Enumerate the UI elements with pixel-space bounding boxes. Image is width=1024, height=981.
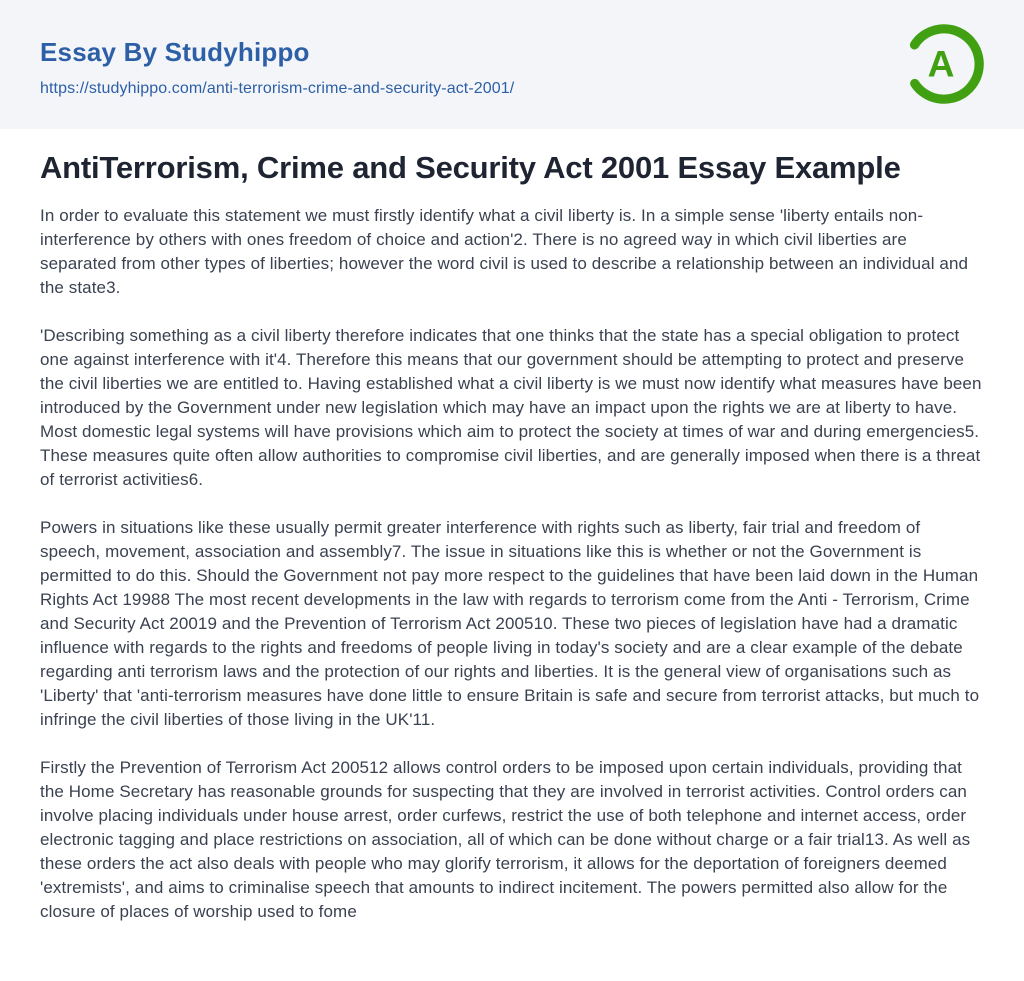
essay-content [0,129,1024,924]
essay-paragraph: 'Describing something as a civil liberty therefore indicates that one thinks that the state has a special obligation to protect one against interference with it'4. Therefore this means that our government should be attempting to protect and preserve the civil liberties we are entitled to. Having established what a civil liberty is we must now identify what measures have been introduced by the Government under new legislation which may have an impact upon the rights we are at liberty to have. Most domestic legal systems will have provisions which aim to protect the society at times of war and during emergencies5. These measures quite often allow authorities to compromise civil liberties, and are generally imposed when there is a threat of terrorist activities6. [40,326,982,489]
studyhippo-logo [902,18,986,110]
essay-title: AntiTerrorism, Crime and Security Act 2001 Essay Example [40,150,901,185]
site-title: Essay By Studyhippo [40,37,310,67]
header-text-block [40,38,514,98]
logo-letter: A [927,42,955,85]
page-header [0,0,1024,129]
source-url-link[interactable]: https://studyhippo.com/anti-terrorism-crime-and-security-act-2001/ [40,79,515,97]
essay-paragraph: Powers in situations like these usually permit greater interference with rights such as liberty, fair trial and freedom of speech, movement, association and assembly7. The issue in situations like this is whether or not the Government is permitted to do this. Should the Government not pay more respect to the guidelines that have been laid down in the Human Rights Act 19988 The most recent developments in the law with regards to terrorism come from the Anti - Terrorism, Crime and Security Act 20019 and the Prevention of Terrorism Act 200510. These two pieces of legislation have had a dramatic influence with regards to the rights and freedoms of people living in today's society and are a clear example of the debate regarding anti terrorism laws and the protection of our rights and liberties. It is the general view of organisations such as 'Liberty' that 'anti-terrorism measures have done little to ensure Britain is safe and secure from terrorist attacks, but much to infringe the civil liberties of those living in the UK'11. [40,518,980,729]
essay-paragraph: Firstly the Prevention of Terrorism Act 200512 allows control orders to be imposed upon certain individuals, providing that the Home Secretary has reasonable grounds for suspecting that they are involved in terrorist activities. Control orders can involve placing individuals under house arrest, order curfews, restrict the use of both telephone and internet access, order electronic tagging and place restrictions on association, all of which can be done without charge or a fair trial13. As well as these orders the act also deals with people who may glorify terrorism, it allows for the deportation of foreigners deemed 'extremists', and aims to criminalise speech that amounts to indirect incitement. The powers permitted also allow for the closure of places of worship used to fome [40,758,971,921]
essay-body [40,204,984,924]
essay-paragraph: In order to evaluate this statement we must firstly identify what a civil liberty is. In a simple sense 'liberty entails non-interference by others with ones freedom of choice and action'2. There is no agreed way in which civil liberties are separated from other types of liberties; however the word civil is used to describe a relationship between an individual and the state3. [40,206,969,297]
